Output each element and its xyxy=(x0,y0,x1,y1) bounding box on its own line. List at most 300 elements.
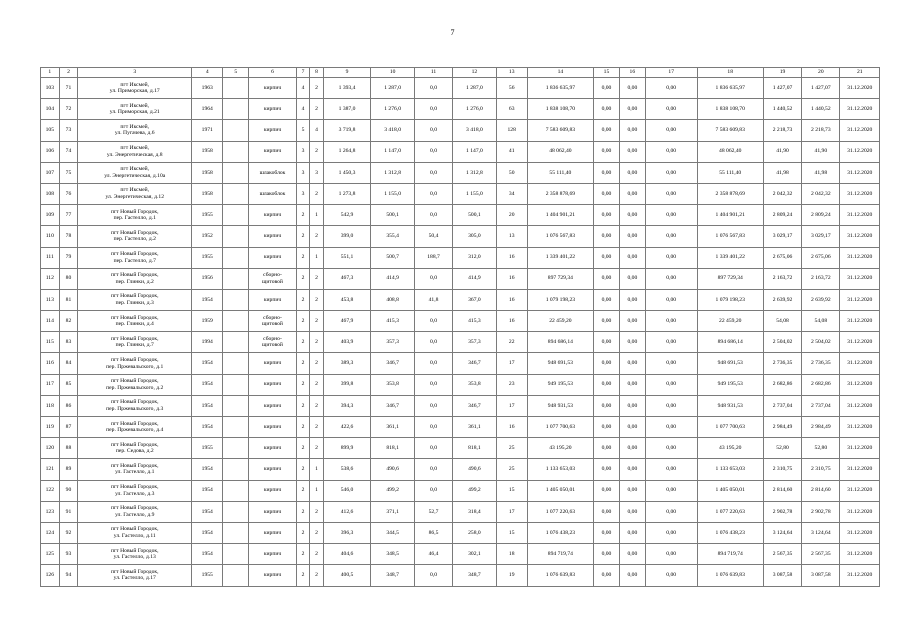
cell-line: пгт Новый Городок, xyxy=(111,547,159,554)
cell-col-4: 1954 xyxy=(192,289,223,310)
cell-col-11: 0,0 xyxy=(414,311,452,332)
cell-col-10: 414,9 xyxy=(371,268,415,289)
cell-col-16: 0,00 xyxy=(619,353,645,374)
cell-col-8: 2 xyxy=(310,438,323,459)
cell-col-21: 31.12.2020 xyxy=(840,99,880,120)
wall-material-cell xyxy=(249,459,297,480)
cell-col-4: 1958 xyxy=(192,162,223,183)
cell-col-5 xyxy=(223,226,249,247)
cell-line: щитовой xyxy=(262,278,283,285)
cell-col-17: 0,00 xyxy=(645,565,697,586)
cell-line: ул. Гастелло, д.13 xyxy=(113,554,156,561)
cell-col-4: 1994 xyxy=(192,332,223,353)
table-row xyxy=(41,226,880,247)
cell-col-5 xyxy=(223,99,249,120)
cell-col-4: 1954 xyxy=(192,544,223,565)
cell-col-16: 0,00 xyxy=(619,141,645,162)
column-header-7: 7 xyxy=(296,68,309,78)
cell-col-17: 0,00 xyxy=(645,544,697,565)
cell-col-10: 346,7 xyxy=(371,353,415,374)
cell-col-11: 41,8 xyxy=(414,289,452,310)
cell-col-16: 0,00 xyxy=(619,522,645,543)
cell-col-20: 2 218,73 xyxy=(802,120,840,141)
table-row xyxy=(41,162,880,183)
cell-col-9: 1 387,0 xyxy=(323,99,371,120)
cell-col-19: 52,80 xyxy=(763,438,801,459)
cell-col-18: 48 062,40 xyxy=(697,141,763,162)
cell-col-8: 1 xyxy=(310,459,323,480)
cell-col-21: 31.12.2020 xyxy=(840,162,880,183)
cell-col-7: 2 xyxy=(296,353,309,374)
cell-col-5 xyxy=(223,353,249,374)
cell-line: ул. Гастелло, д.11 xyxy=(113,533,156,540)
cell-col-20: 1 427,07 xyxy=(802,78,840,99)
cell-line: ул. Гастелло, д.3 xyxy=(115,490,155,497)
cell-col-15: 0,00 xyxy=(594,395,620,416)
cell-col-19: 54,08 xyxy=(763,311,801,332)
cell-col-20: 2 504,02 xyxy=(802,332,840,353)
column-header-13: 13 xyxy=(496,68,527,78)
cell-col-19: 2 163,72 xyxy=(763,268,801,289)
cell-col-14: 55 111,40 xyxy=(527,162,593,183)
cell-col-9: 394,3 xyxy=(323,395,371,416)
cell-col-20: 2 682,86 xyxy=(802,374,840,395)
address-cell xyxy=(78,544,192,565)
cell-col-4: 1958 xyxy=(192,141,223,162)
cell-col-7: 3 xyxy=(296,183,309,204)
cell-line: ул. Гастелло, д.9 xyxy=(115,511,155,518)
cell-col-14: 1 404 901,21 xyxy=(527,205,593,226)
wall-material-cell xyxy=(249,78,297,99)
cell-col-1: 112 xyxy=(41,268,60,289)
cell-col-17: 0,00 xyxy=(645,226,697,247)
wall-material-cell xyxy=(249,183,297,204)
cell-col-7: 2 xyxy=(296,501,309,522)
cell-col-5 xyxy=(223,438,249,459)
cell-col-12: 818,1 xyxy=(453,438,497,459)
cell-col-12: 361,1 xyxy=(453,417,497,438)
cell-col-14: 22 459,20 xyxy=(527,311,593,332)
cell-col-13: 25 xyxy=(496,438,527,459)
cell-col-10: 1 147,0 xyxy=(371,141,415,162)
cell-col-15: 0,00 xyxy=(594,162,620,183)
cell-col-20: 54,08 xyxy=(802,311,840,332)
cell-col-5 xyxy=(223,289,249,310)
cell-col-16: 0,00 xyxy=(619,99,645,120)
cell-col-12: 312,0 xyxy=(453,247,497,268)
table-row xyxy=(41,480,880,501)
cell-col-5 xyxy=(223,565,249,586)
cell-col-21: 31.12.2020 xyxy=(840,183,880,204)
cell-col-8: 2 xyxy=(310,183,323,204)
table-row xyxy=(41,99,880,120)
cell-col-17: 0,00 xyxy=(645,332,697,353)
cell-col-7: 4 xyxy=(296,99,309,120)
cell-col-8: 2 xyxy=(310,544,323,565)
cell-line: сборно- xyxy=(263,272,282,279)
column-header-8: 8 xyxy=(310,68,323,78)
cell-col-18: 1 836 635,97 xyxy=(697,78,763,99)
address-cell xyxy=(78,311,192,332)
cell-col-20: 2 567,35 xyxy=(802,544,840,565)
cell-col-14: 894 719,74 xyxy=(527,544,593,565)
cell-col-11: 0,0 xyxy=(414,183,452,204)
wall-material-cell xyxy=(249,141,297,162)
cell-col-17: 0,00 xyxy=(645,99,697,120)
cell-col-1: 111 xyxy=(41,247,60,268)
cell-col-7: 3 xyxy=(296,162,309,183)
cell-col-7: 2 xyxy=(296,247,309,268)
wall-material-cell xyxy=(249,480,297,501)
table-row xyxy=(41,311,880,332)
wall-material-cell xyxy=(249,544,297,565)
column-header-2: 2 xyxy=(59,68,78,78)
cell-col-17: 0,00 xyxy=(645,141,697,162)
cell-col-10: 346,7 xyxy=(371,395,415,416)
cell-col-12: 353,8 xyxy=(453,374,497,395)
cell-col-20: 2 984,49 xyxy=(802,417,840,438)
cell-col-4: 1963 xyxy=(192,78,223,99)
cell-col-14: 2 358 878,69 xyxy=(527,183,593,204)
cell-line: пгт Иксмей, xyxy=(120,187,150,194)
table-row xyxy=(41,205,880,226)
cell-col-5 xyxy=(223,501,249,522)
cell-col-20: 3 087,58 xyxy=(802,565,840,586)
cell-col-5 xyxy=(223,332,249,353)
cell-col-15: 0,00 xyxy=(594,501,620,522)
cell-line: пер. Седова, д.2 xyxy=(115,448,154,455)
cell-col-21: 31.12.2020 xyxy=(840,544,880,565)
cell-col-19: 2 042,32 xyxy=(763,183,801,204)
cell-col-4: 1955 xyxy=(192,205,223,226)
cell-col-11: 0,0 xyxy=(414,459,452,480)
cell-col-5 xyxy=(223,311,249,332)
cell-col-2: 79 xyxy=(59,247,78,268)
cell-col-14: 949 195,53 xyxy=(527,374,593,395)
cell-line: пер. Пржевальского, д.4 xyxy=(106,427,164,434)
cell-col-9: 551,1 xyxy=(323,247,371,268)
table-row xyxy=(41,247,880,268)
cell-col-11: 0,0 xyxy=(414,162,452,183)
cell-col-19: 2 675,06 xyxy=(763,247,801,268)
cell-col-13: 16 xyxy=(496,311,527,332)
cell-col-21: 31.12.2020 xyxy=(840,120,880,141)
cell-col-4: 1958 xyxy=(192,183,223,204)
cell-col-10: 353,8 xyxy=(371,374,415,395)
cell-line: пгт Новый Городок, xyxy=(111,293,159,300)
cell-col-1: 123 xyxy=(41,501,60,522)
cell-line: ул. Энергетическая, д.12 xyxy=(105,194,164,201)
cell-col-11: 0,0 xyxy=(414,417,452,438)
cell-col-9: 453,8 xyxy=(323,289,371,310)
cell-col-13: 34 xyxy=(496,183,527,204)
cell-col-21: 31.12.2020 xyxy=(840,141,880,162)
cell-col-18: 1 404 901,21 xyxy=(697,205,763,226)
address-cell xyxy=(78,78,192,99)
address-cell xyxy=(78,480,192,501)
cell-col-2: 76 xyxy=(59,183,78,204)
wall-material-cell xyxy=(249,120,297,141)
cell-col-14: 897 729,34 xyxy=(527,268,593,289)
cell-col-8: 2 xyxy=(310,268,323,289)
cell-line: кирпич xyxy=(263,529,282,536)
table-row xyxy=(41,522,880,543)
cell-col-11: 0,0 xyxy=(414,395,452,416)
cell-col-16: 0,00 xyxy=(619,162,645,183)
cell-col-1: 114 xyxy=(41,311,60,332)
cell-col-2: 80 xyxy=(59,268,78,289)
cell-col-15: 0,00 xyxy=(594,332,620,353)
cell-col-5 xyxy=(223,205,249,226)
table-row xyxy=(41,332,880,353)
address-cell xyxy=(78,162,192,183)
cell-col-19: 2 310,75 xyxy=(763,459,801,480)
cell-col-7: 2 xyxy=(296,459,309,480)
cell-line: кирпич xyxy=(263,296,282,303)
cell-col-20: 2 737,04 xyxy=(802,395,840,416)
cell-col-19: 41,98 xyxy=(763,162,801,183)
cell-col-20: 2 163,72 xyxy=(802,268,840,289)
cell-col-4: 1959 xyxy=(192,311,223,332)
cell-col-2: 78 xyxy=(59,226,78,247)
cell-col-12: 1 155,0 xyxy=(453,183,497,204)
cell-col-2: 86 xyxy=(59,395,78,416)
cell-col-14: 1 076 639,83 xyxy=(527,565,593,586)
cell-col-16: 0,00 xyxy=(619,459,645,480)
cell-col-2: 74 xyxy=(59,141,78,162)
address-cell xyxy=(78,205,192,226)
cell-col-17: 0,00 xyxy=(645,247,697,268)
cell-line: ул. Энергетическая, д.8 xyxy=(106,151,163,158)
cell-col-10: 348,7 xyxy=(371,565,415,586)
wall-material-cell xyxy=(249,565,297,586)
cell-col-15: 0,00 xyxy=(594,99,620,120)
cell-col-21: 31.12.2020 xyxy=(840,438,880,459)
cell-col-9: 899,9 xyxy=(323,438,371,459)
cell-col-12: 357,3 xyxy=(453,332,497,353)
cell-line: кирпич xyxy=(263,466,282,473)
cell-col-19: 2 809,24 xyxy=(763,205,801,226)
cell-col-9: 1 264,8 xyxy=(323,141,371,162)
cell-col-15: 0,00 xyxy=(594,353,620,374)
cell-col-5 xyxy=(223,247,249,268)
cell-col-17: 0,00 xyxy=(645,522,697,543)
cell-col-16: 0,00 xyxy=(619,247,645,268)
cell-col-13: 63 xyxy=(496,99,527,120)
cell-line: щитовой xyxy=(262,321,283,328)
cell-line: пгт Новый Городок, xyxy=(111,420,159,427)
cell-col-2: 82 xyxy=(59,311,78,332)
cell-col-13: 56 xyxy=(496,78,527,99)
cell-col-17: 0,00 xyxy=(645,353,697,374)
cell-col-1: 120 xyxy=(41,438,60,459)
cell-col-7: 2 xyxy=(296,205,309,226)
cell-col-5 xyxy=(223,141,249,162)
cell-col-18: 1 133 653,03 xyxy=(697,459,763,480)
wall-material-cell xyxy=(249,395,297,416)
cell-line: ул. Гастелло, д.1 xyxy=(115,469,155,476)
cell-col-7: 2 xyxy=(296,226,309,247)
cell-col-21: 31.12.2020 xyxy=(840,205,880,226)
cell-col-16: 0,00 xyxy=(619,311,645,332)
cell-col-4: 1954 xyxy=(192,353,223,374)
cell-col-14: 48 062,40 xyxy=(527,141,593,162)
cell-col-7: 2 xyxy=(296,289,309,310)
cell-col-9: 404,6 xyxy=(323,544,371,565)
cell-line: пгт Новый Городок, xyxy=(111,272,159,279)
cell-col-20: 2 639,92 xyxy=(802,289,840,310)
cell-line: кирпич xyxy=(263,233,282,240)
cell-col-10: 1 287,0 xyxy=(371,78,415,99)
cell-col-10: 500,7 xyxy=(371,247,415,268)
column-header-12: 12 xyxy=(453,68,497,78)
cell-col-19: 41,90 xyxy=(763,141,801,162)
cell-col-16: 0,00 xyxy=(619,480,645,501)
cell-col-15: 0,00 xyxy=(594,417,620,438)
cell-col-11: 0,0 xyxy=(414,141,452,162)
column-header-20: 20 xyxy=(802,68,840,78)
column-header-17: 17 xyxy=(645,68,697,78)
cell-col-12: 414,9 xyxy=(453,268,497,289)
cell-col-1: 117 xyxy=(41,374,60,395)
cell-col-15: 0,00 xyxy=(594,565,620,586)
cell-col-14: 1 077 220,63 xyxy=(527,501,593,522)
cell-col-1: 110 xyxy=(41,226,60,247)
cell-col-20: 2 675,06 xyxy=(802,247,840,268)
address-cell xyxy=(78,332,192,353)
cell-col-4: 1954 xyxy=(192,374,223,395)
cell-col-8: 2 xyxy=(310,395,323,416)
column-header-11: 11 xyxy=(414,68,452,78)
cell-col-13: 20 xyxy=(496,205,527,226)
cell-line: пгт Новый Городок, xyxy=(111,208,159,215)
cell-col-20: 52,80 xyxy=(802,438,840,459)
cell-col-11: 0,0 xyxy=(414,332,452,353)
cell-col-1: 103 xyxy=(41,78,60,99)
cell-col-9: 1 273,8 xyxy=(323,183,371,204)
wall-material-cell xyxy=(249,311,297,332)
cell-col-17: 0,00 xyxy=(645,480,697,501)
cell-col-4: 1964 xyxy=(192,99,223,120)
cell-col-7: 2 xyxy=(296,417,309,438)
column-header-6: 6 xyxy=(249,68,297,78)
cell-col-12: 305,0 xyxy=(453,226,497,247)
cell-col-5 xyxy=(223,417,249,438)
cell-col-7: 2 xyxy=(296,544,309,565)
cell-col-18: 22 459,20 xyxy=(697,311,763,332)
cell-col-9: 3 719,8 xyxy=(323,120,371,141)
cell-col-7: 2 xyxy=(296,395,309,416)
cell-line: кирпич xyxy=(263,148,282,155)
cell-col-17: 0,00 xyxy=(645,205,697,226)
cell-line: пгт Новый Городок, xyxy=(111,251,159,257)
cell-col-2: 73 xyxy=(59,120,78,141)
table-row xyxy=(41,395,880,416)
cell-col-12: 499,2 xyxy=(453,480,497,501)
cell-col-4: 1955 xyxy=(192,565,223,586)
cell-col-5 xyxy=(223,120,249,141)
cell-col-7: 2 xyxy=(296,522,309,543)
cell-col-13: 15 xyxy=(496,522,527,543)
cell-line: ул. Приморская, д.21 xyxy=(109,109,160,116)
address-cell xyxy=(78,141,192,162)
header-row xyxy=(41,68,880,78)
cell-col-10: 361,1 xyxy=(371,417,415,438)
cell-col-1: 124 xyxy=(41,522,60,543)
address-cell xyxy=(78,247,192,268)
cell-col-12: 490,6 xyxy=(453,459,497,480)
cell-col-8: 2 xyxy=(310,565,323,586)
cell-col-8: 2 xyxy=(310,289,323,310)
cell-col-8: 2 xyxy=(310,311,323,332)
cell-col-13: 128 xyxy=(496,120,527,141)
address-cell xyxy=(78,353,192,374)
cell-line: кирпич xyxy=(263,211,282,218)
wall-material-cell xyxy=(249,289,297,310)
cell-col-17: 0,00 xyxy=(645,395,697,416)
cell-col-20: 3 124,64 xyxy=(802,522,840,543)
cell-col-18: 948 691,53 xyxy=(697,353,763,374)
cell-col-21: 31.12.2020 xyxy=(840,395,880,416)
cell-line: кирпич xyxy=(263,105,282,112)
cell-line: пгт Новый Городок, xyxy=(111,399,159,406)
cell-col-5 xyxy=(223,268,249,289)
cell-col-19: 1 440,52 xyxy=(763,99,801,120)
cell-col-20: 41,98 xyxy=(802,162,840,183)
cell-col-9: 538,6 xyxy=(323,459,371,480)
table-row xyxy=(41,268,880,289)
address-cell xyxy=(78,268,192,289)
cell-line: кирпич xyxy=(263,127,282,134)
cell-line: пгт Новый Городок, xyxy=(111,356,159,363)
cell-col-15: 0,00 xyxy=(594,459,620,480)
cell-col-16: 0,00 xyxy=(619,417,645,438)
cell-line: кирпич xyxy=(263,84,282,91)
cell-col-21: 31.12.2020 xyxy=(840,480,880,501)
cell-col-12: 318,4 xyxy=(453,501,497,522)
cell-col-2: 83 xyxy=(59,332,78,353)
column-header-10: 10 xyxy=(371,68,415,78)
cell-col-7: 2 xyxy=(296,565,309,586)
table-row xyxy=(41,120,880,141)
cell-col-1: 113 xyxy=(41,289,60,310)
cell-col-12: 348,7 xyxy=(453,565,497,586)
cell-col-19: 2 504,02 xyxy=(763,332,801,353)
wall-material-cell xyxy=(249,205,297,226)
cell-col-12: 1 276,0 xyxy=(453,99,497,120)
cell-col-16: 0,00 xyxy=(619,205,645,226)
cell-col-8: 2 xyxy=(310,332,323,353)
cell-col-11: 0,0 xyxy=(414,565,452,586)
table-row xyxy=(41,374,880,395)
cell-col-4: 1954 xyxy=(192,417,223,438)
cell-line: пгт Новый Городок, xyxy=(111,314,159,321)
cell-col-2: 77 xyxy=(59,205,78,226)
cell-col-14: 43 195,20 xyxy=(527,438,593,459)
cell-col-10: 408,8 xyxy=(371,289,415,310)
cell-col-20: 3 029,17 xyxy=(802,226,840,247)
cell-col-11: 0,0 xyxy=(414,374,452,395)
table-row xyxy=(41,417,880,438)
cell-col-9: 412,6 xyxy=(323,501,371,522)
cell-col-13: 16 xyxy=(496,247,527,268)
cell-col-16: 0,00 xyxy=(619,438,645,459)
cell-col-18: 894 686,14 xyxy=(697,332,763,353)
table-row xyxy=(41,501,880,522)
cell-col-17: 0,00 xyxy=(645,459,697,480)
address-cell xyxy=(78,120,192,141)
cell-line: пгт Новый Городок, xyxy=(111,378,159,385)
